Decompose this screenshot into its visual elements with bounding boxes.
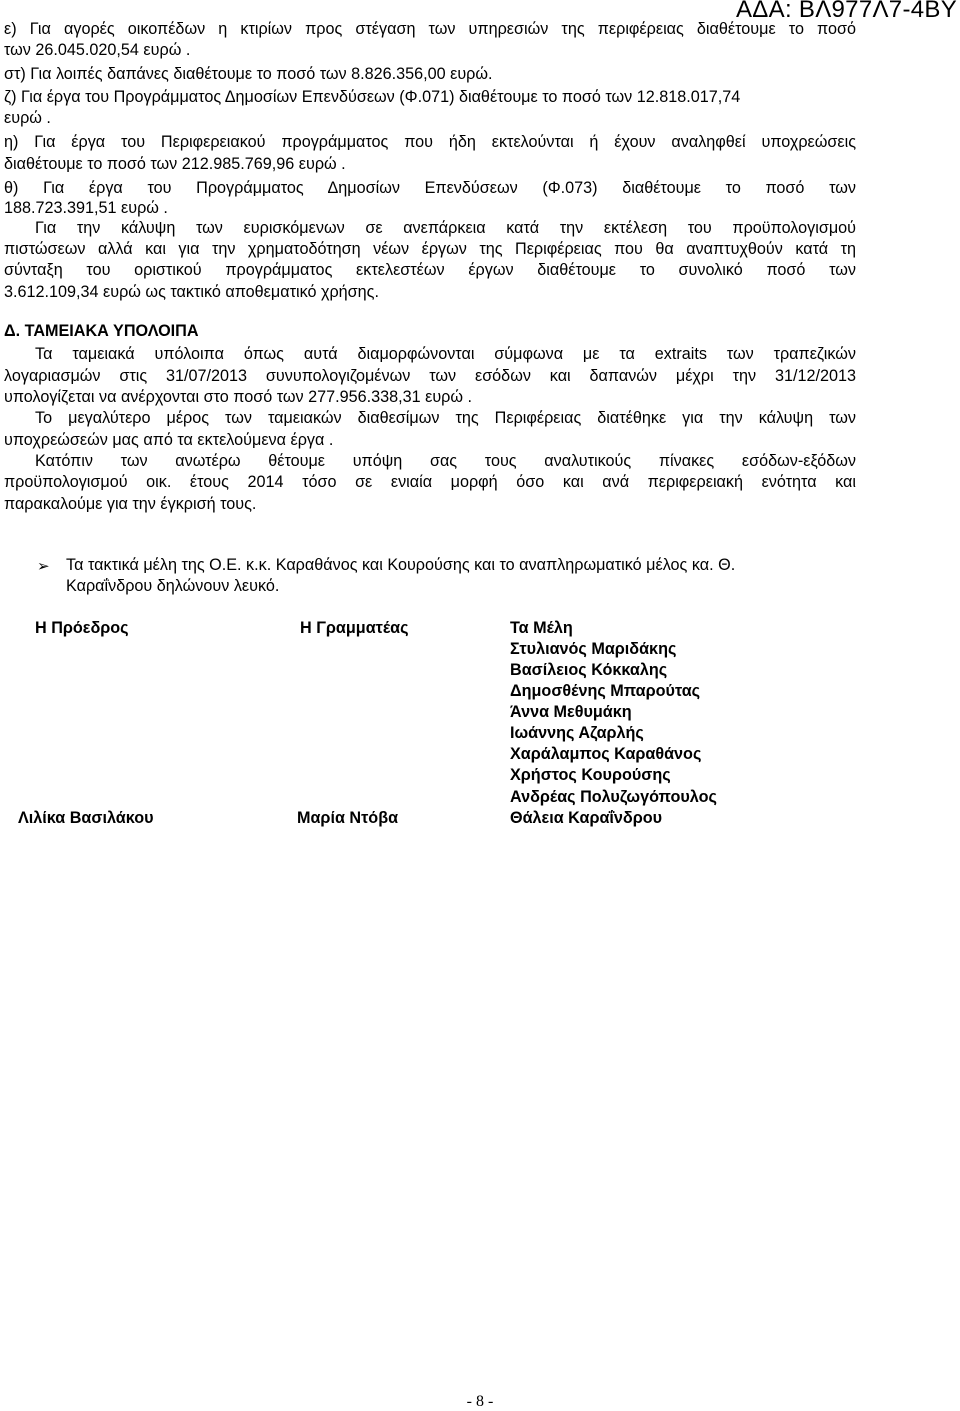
member-name: Χαράλαμπος Καραθάνος [510,745,702,763]
arrow-bullet-icon: ➢ [37,558,50,575]
paragraph-th-line1: θ) Για έργα του Προγράμματος Δημοσίων Επενδύσεων (Φ.073) διαθέτουμε το ποσό των [4,179,856,197]
paragraph-st: στ) Για λοιπές δαπάνες διαθέτουμε το ποσό των 8.826.356,00 ευρώ. [4,65,493,83]
cash-paragraph-line5: υποχρεώσεών μας από τα εκτελούμενα έργα . [4,431,334,449]
member-name: Στυλιανός Μαριδάκης [510,640,677,658]
member-name: Άννα Μεθυμάκη [510,703,632,721]
cash-paragraph-line6: Κατόπιν των ανωτέρω θέτουμε υπόψη σας τους αναλυτικούς πίνακες εσόδων-εξόδων [35,452,856,470]
member-name: Θάλεια Καραΐνδρου [510,809,663,827]
paragraph-reserve-line2: πιστώσεων αλλά και για την χρηματοδότηση νέων έργων της Περιφέρειας που θα αναπτυχθούν κατά τη [4,240,856,258]
member-name: Βασίλειος Κόκκαλης [510,661,668,679]
paragraph-e-line1: ε) Για αγορές οικοπέδων η κτιρίων προς στέγαση των υπηρεσιών της περιφέρειας διαθέτουμε το ποσό [4,20,856,38]
paragraph-h-line1: η) Για έργα του Περιφερειακού προγράμματος που ήδη εκτελούνται ή έχουν αναληφθεί υποχρεώσεις [4,133,856,151]
member-name: Δημοσθένης Μπαρούτας [510,682,701,700]
cash-paragraph-line3: υπολογίζεται να ανέρχονται στο ποσό των 277.956.338,31 ευρώ . [4,388,473,406]
paragraph-e-line2: των 26.045.020,54 ευρώ . [4,41,191,59]
section-heading: Δ. ΤΑΜΕΙΑΚΑ ΥΠΟΛΟΙΠΑ [4,322,199,340]
page-number: - 8 - [466,1393,494,1410]
paragraph-reserve-line1: Για την κάλυψη των ευρισκόμενων σε ανεπάρκεια κατά την εκτέλεση του προϋπολογισμού [35,219,856,237]
president-title: Η Πρόεδρος [35,619,129,637]
secretary-name: Μαρία Ντόβα [297,809,399,827]
paragraph-reserve-line4: 3.612.109,34 ευρώ ως τακτικό αποθεματικό χρήσης. [4,283,379,301]
document-ada-code: ΑΔΑ: ΒΛ977Λ7-4ΒΥ [736,0,957,23]
members-title: Τα Μέλη [510,619,573,637]
bullet-line1: Τα τακτικά μέλη της Ο.Ε. κ.κ. Καραθάνος και Κουρούσης και το αναπληρωματικό μέλος κα. Θ. [66,556,736,574]
cash-paragraph-line4: Το μεγαλύτερο μέρος των ταμειακών διαθεσίμων της Περιφέρειας διατέθηκε για την κάλυψη των [35,409,856,427]
bullet-line2: Καραΐνδρου δηλώνουν λευκό. [66,577,280,595]
member-name: Ανδρέας Πολυζωγόπουλος [510,788,717,806]
cash-paragraph-line7: προϋπολογισμού οικ. έτους 2014 τόσο σε ενιαία μορφή όσο και ανά περιφερειακή ενότητα και [4,473,856,491]
paragraph-th-line2: 188.723.391,51 ευρώ . [4,199,168,217]
member-name: Ιωάννης Αζαρλής [510,724,644,742]
paragraph-h-line2: διαθέτουμε το ποσό των 212.985.769,96 ευρώ . [4,155,346,173]
paragraph-z-line2: ευρώ . [4,109,51,127]
paragraph-reserve-line3: σύνταξη του οριστικού προγράμματος εκτελεστέων έργων διαθέτουμε το συνολικό ποσό των [4,261,856,279]
secretary-title: Η Γραμματέας [300,619,409,637]
cash-paragraph-line1: Τα ταμειακά υπόλοιπα όπως αυτά διαμορφώνονται σύμφωνα με τα extraits των τραπεζικών [35,345,856,363]
member-name: Χρήστος Κουρούσης [510,766,671,784]
cash-paragraph-line2: λογαριασμών στις 31/07/2013 συνυπολογιζομένων των εσόδων και δαπανών μέχρι την 31/12/2013 [4,367,856,385]
paragraph-z-line1: ζ) Για έργα του Προγράμματος Δημοσίων Επενδύσεων (Φ.071) διαθέτουμε το ποσό των 12.818.017,74 [4,88,741,106]
cash-paragraph-line8: παρακαλούμε για την έγκρισή τους. [4,495,257,513]
president-name: Λιλίκα Βασιλάκου [18,809,154,827]
